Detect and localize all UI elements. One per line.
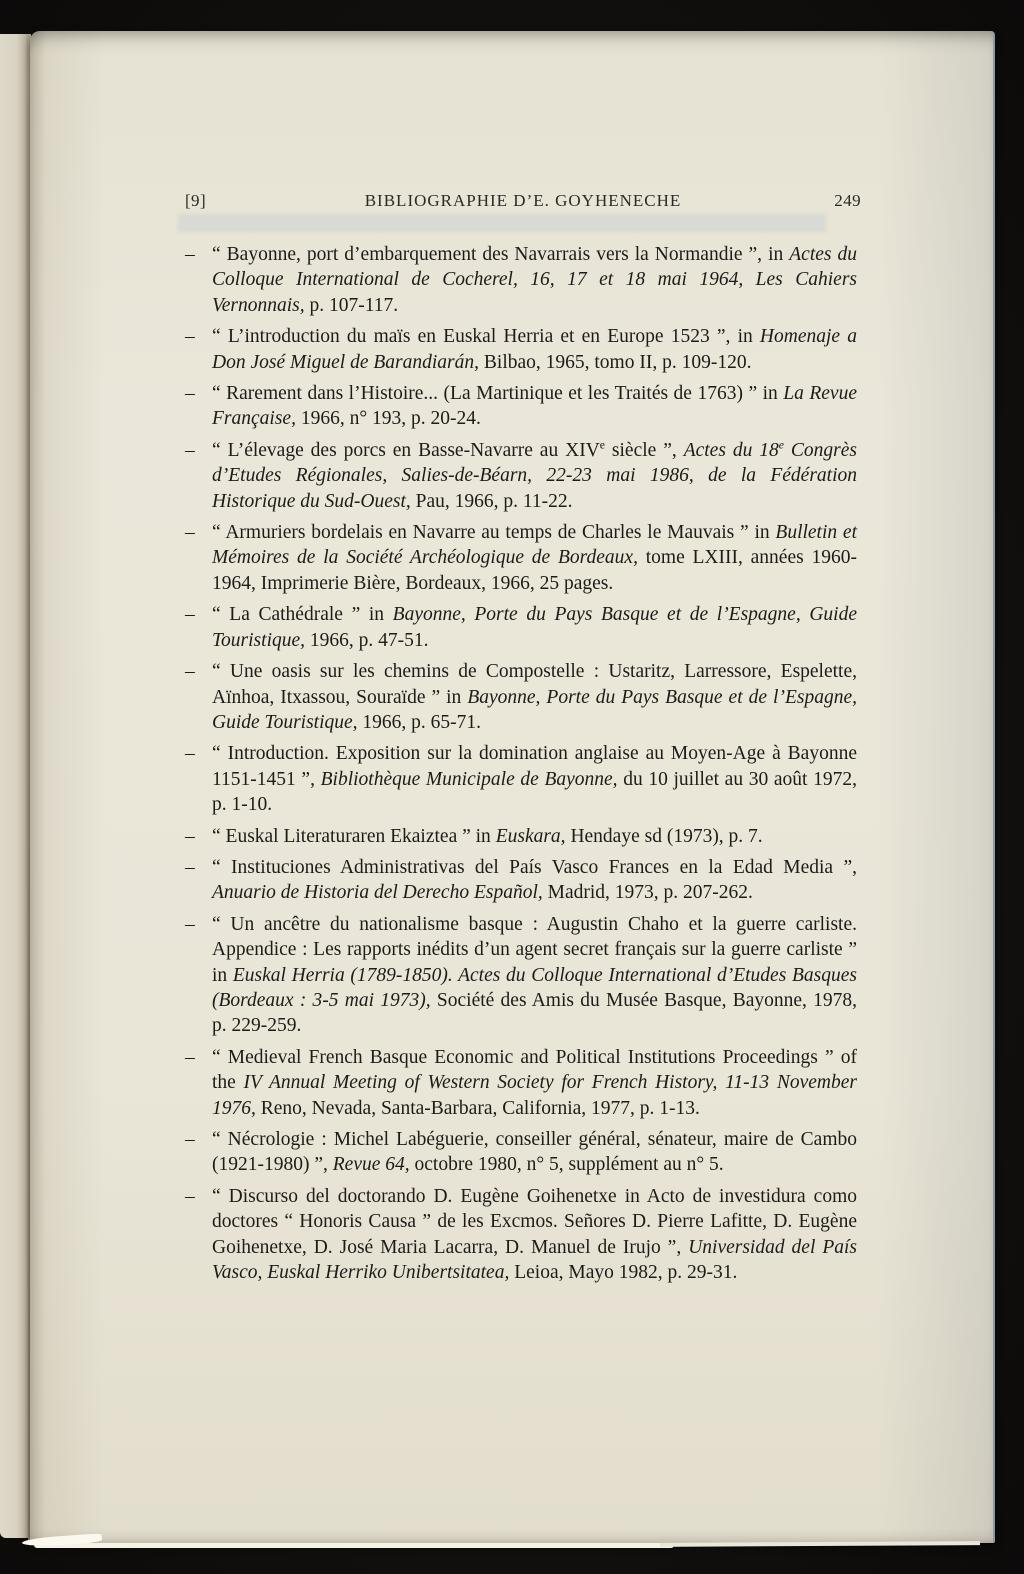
entry-dash: – [185, 1185, 195, 1207]
entry-dash: – [185, 1129, 195, 1150]
bibliography-entry [185, 438, 857, 514]
entry-text: “ L’élevage des porcs en Basse-Navarre au XIVe siècle ”, Actes du 18e Congrès d’Etudes Régionales, Salies-de-Béarn, 22-23 mai 1986, de la Fédération Historique du Sud-Ouest, Pau, 1966, p. 11-22. [212, 438, 858, 512]
entry-text: “ Nécrologie : Michel Labéguerie, conseiller général, sénateur, maire de Cambo (1921-1980) ”, Revue 64, octobre 1980, n° 5, supplément au n° 5. [212, 1129, 857, 1176]
page-block-edge [34, 1543, 674, 1548]
entry-text: “ Armuriers bordelais en Navarre au temps de Charles le Mauvais ” in Bulletin et Mémoires de la Société Archéologique de Bordeaux, tome LXIII, années 1960-1964, Imprimerie Bière, Bordeaux, 1966, 25 pages. [212, 522, 857, 594]
entry-list [185, 242, 857, 1291]
page-number: 249 [834, 191, 861, 210]
entry-dash: – [185, 522, 195, 544]
entry-text: “ Discurso del doctorando D. Eugène Goihenetxe in Acto de investidura como doctores “ Honoris Causa ” de les Excmos. Señores D. Pierre Lafitte, D. Eugène Goihenetxe, D. José Maria Lacarra, D. Manuel de Irujo ”, Universidad del País Vasco, Euskal Herriko Unibertsitatea, Leioa, Mayo 1982, p. 29-31. [212, 1185, 857, 1284]
facing-page-edge [0, 34, 30, 1538]
page-block-edge [660, 1541, 980, 1547]
entry-dash: – [185, 743, 195, 765]
entry-dash: – [185, 913, 195, 935]
bibliography-entry [185, 324, 857, 375]
entry-dash: – [185, 856, 195, 878]
entry-dash: – [185, 383, 195, 405]
book-page [30, 31, 995, 1543]
entry-text: “ Euskal Literaturaren Ekaiztea ” in Euskara, Hendaye sd (1973), p. 7. [212, 825, 763, 847]
bibliography-entry [185, 741, 857, 817]
entry-dash: – [185, 1046, 195, 1068]
section-number: [9] [185, 191, 207, 210]
entry-text: “ La Cathédrale ” in Bayonne, Porte du Pays Basque et de l’Espagne, Guide Touristique, 1966, p. 47-51. [212, 604, 857, 651]
bibliography-entry [185, 912, 857, 1039]
bibliography-entry [185, 602, 857, 653]
entry-text: “ Une oasis sur les chemins de Compostelle : Ustaritz, Larressore, Espelette, Aïnhoa, Itxassou, Souraïde ” in Bayonne, Porte du Pays Basque et de l’Espagne, Guide Touristique, 1966, p. 65-71. [212, 661, 857, 733]
entry-text: “ Medieval French Basque Economic and Political Institutions Proceedings ” of the IV Annual Meeting of Western Society for French History, 11-13 November 1976, Reno, Nevada, Santa-Barbara, California, 1977, p. 1-13. [212, 1046, 858, 1119]
bibliography-entry [185, 824, 857, 849]
scan-highlight-band [178, 214, 826, 232]
entry-dash: – [185, 244, 195, 265]
bibliography-entry [185, 1184, 857, 1286]
entry-dash: – [185, 604, 195, 626]
entry-text: “ Bayonne, port d’embarquement des Navarrais vers la Normandie ”, in Actes du Colloque International de Cocherel, 16, 17 et 18 mai 1964, Les Cahiers Vernonnais, p. 107-117. [212, 244, 857, 316]
entry-text: “ Rarement dans l’Histoire... (La Martinique et les Traités de 1763) ” in La Revue Française, 1966, n° 193, p. 20-24. [212, 383, 857, 430]
entry-text: “ L’introduction du maïs en Euskal Herria et en Europe 1523 ”, in Homenaje a Don José Miguel de Barandiarán, Bilbao, 1965, tomo II, p. 109-120. [212, 326, 857, 373]
bibliography-entry [185, 659, 857, 735]
bibliography-entry [185, 1045, 857, 1121]
entry-dash: – [185, 825, 195, 847]
bibliography-entry [185, 1127, 857, 1178]
entry-dash: – [185, 661, 195, 683]
page-header [185, 191, 861, 215]
running-title: BIBLIOGRAPHIE D’E. GOYHENECHE [364, 191, 682, 210]
bibliography-entry [185, 520, 857, 596]
entry-text: “ Introduction. Exposition sur la domination anglaise au Moyen-Age à Bayonne 1151-1451 ”, Bibliothèque Municipale de Bayonne, du 10 juillet au 30 août 1972, p. 1-10. [212, 743, 857, 816]
entry-text: “ Un ancêtre du nationalisme basque : Augustin Chaho et la guerre carliste. Appendice : Les rapports inédits d’un agent secret français sur la guerre carliste ” in Euskal Herria (1789-1850). Actes du Colloque International d’Etudes Basques (Bordeaux : 3-5 mai 1973), Société des Amis du Musée Basque, Bayonne, 1978, p. 229-259. [212, 913, 858, 1037]
entry-dash: – [185, 439, 195, 461]
bibliography-entry [185, 381, 857, 432]
bibliography-entry [185, 242, 857, 318]
bibliography-entry [185, 855, 857, 906]
entry-dash: – [185, 326, 195, 348]
entry-text: “ Instituciones Administrativas del País Vasco Frances en la Edad Media ”, Anuario de Historia del Derecho Español, Madrid, 1973, p. 207-262. [212, 856, 857, 904]
